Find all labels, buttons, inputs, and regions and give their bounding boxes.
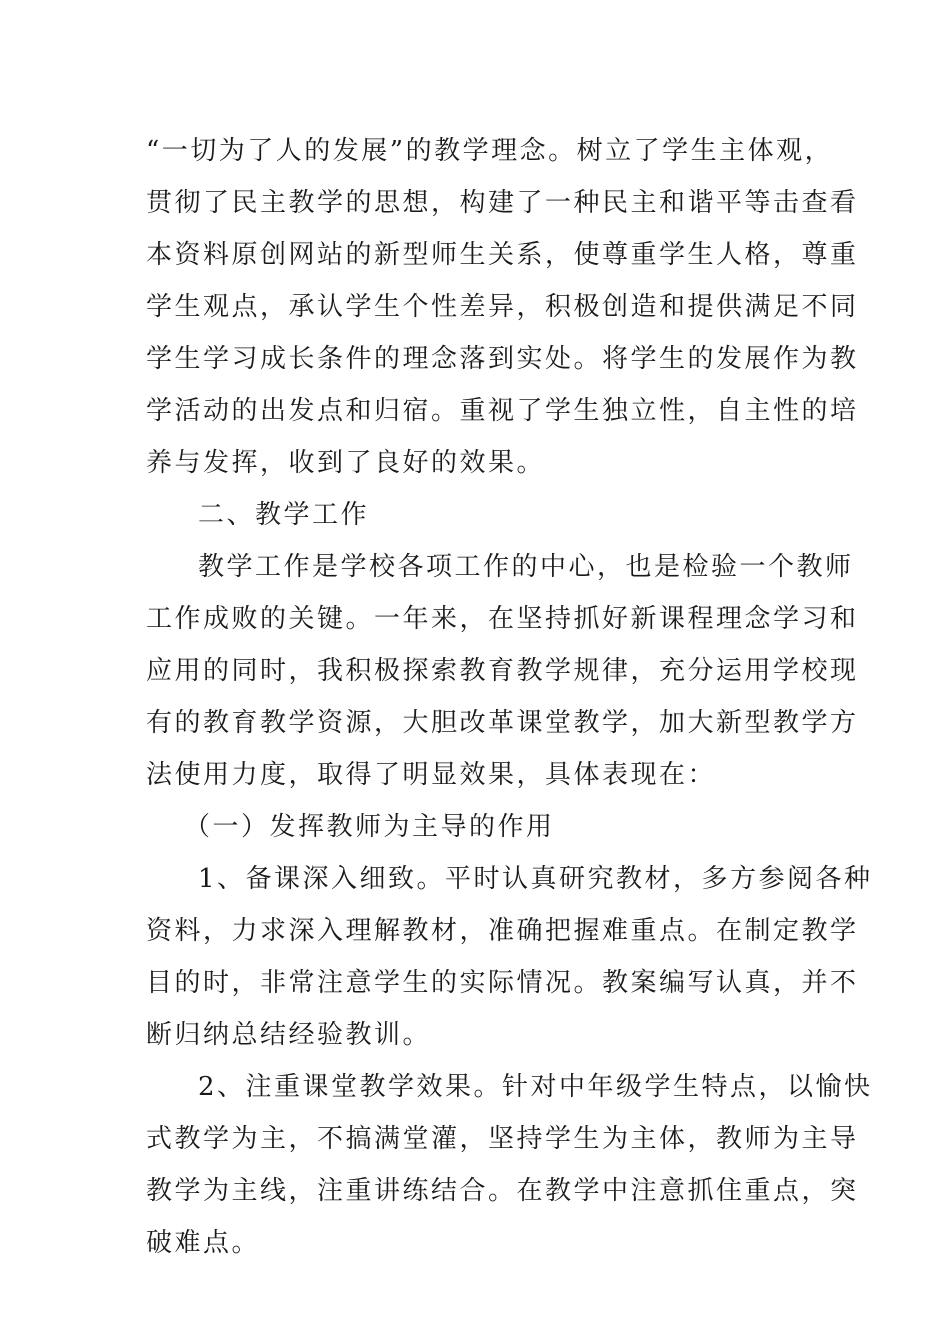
- text-line: 学生学习成长条件的理念落到实处。将学生的发展作为教: [146, 344, 859, 374]
- text-line: 本资料原创网站的新型师生关系，使尊重学生人格，尊重: [146, 240, 859, 270]
- text-line: 学生观点，承认学生个性差异，积极创造和提供满足不同: [146, 292, 859, 322]
- paragraph-teaching-work: [146, 541, 859, 801]
- text-line: 教学为主线，注重讲练结合。在教学中注意抓住重点，突: [146, 1176, 859, 1206]
- text-line: 资料，力求深入理解教材，准确把握难重点。在制定教学: [146, 916, 859, 946]
- text-line: 1、备课深入细致。平时认真研究教材，多方参阅各种: [198, 864, 873, 894]
- section-heading-teaching-work: [146, 489, 812, 541]
- document-body: [146, 125, 873, 1269]
- text-line: 断归纳总结经验教训。: [146, 1020, 432, 1050]
- paragraph-philosophy: [146, 125, 859, 489]
- text-line: “一切为了人的发展”的教学理念。树立了学生主体观，: [146, 136, 834, 166]
- text-line: 破难点。: [146, 1228, 261, 1258]
- paragraph-lesson-prep: [146, 853, 873, 1061]
- text-line: 养与发挥，收到了良好的效果。: [146, 448, 546, 478]
- text-line: 贯彻了民主教学的思想，构建了一种民主和谐平等击查看: [146, 188, 859, 218]
- text-line: 学活动的出发点和归宿。重视了学生独立性，自主性的培: [146, 396, 859, 426]
- subsection-heading-teacher-role: [146, 801, 812, 853]
- text-line: 法使用力度，取得了明显效果，具体表现在：: [146, 760, 717, 790]
- paragraph-classroom-effect: [146, 1061, 873, 1269]
- text-line: 2、注重课堂教学效果。针对中年级学生特点，以愉快: [198, 1072, 873, 1102]
- text-line: 目的时，非常注意学生的实际情况。教案编写认真，并不: [146, 968, 859, 998]
- text-line: 教学工作是学校各项工作的中心，也是检验一个教师: [198, 552, 854, 582]
- text-line: 有的教育教学资源，大胆改革课堂教学，加大新型教学方: [146, 708, 859, 738]
- text-line: 应用的同时，我积极探索教育教学规律，充分运用学校现: [146, 656, 859, 686]
- text-line: 式教学为主，不搞满堂灌，坚持学生为主体，教师为主导: [146, 1124, 859, 1154]
- heading-text: 二、教学工作: [198, 500, 370, 530]
- text-line: 工作成败的关键。一年来，在坚持抓好新课程理念学习和: [146, 604, 859, 634]
- heading-text: （一）发挥教师为主导的作用: [184, 812, 555, 842]
